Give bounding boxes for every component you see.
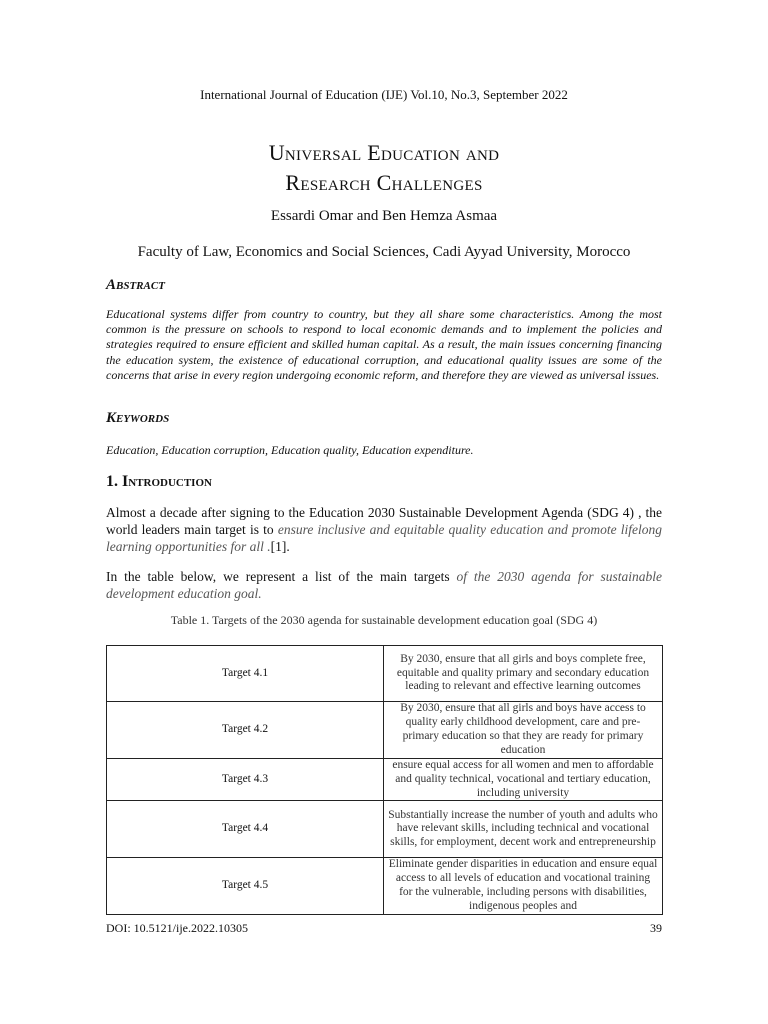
target-cell: Target 4.4: [107, 801, 384, 858]
table-intro-emphasis: of the 2030 agenda for sustainable development education goal.: [106, 569, 662, 601]
table-intro-text: In the table below, we represent a list of the main targets: [106, 569, 457, 584]
keywords-heading: Keywords: [106, 410, 170, 426]
targets-table: [106, 645, 663, 915]
target-cell: Target 4.5: [107, 858, 384, 914]
target-cell: Target 4.3: [107, 759, 384, 801]
table-row: [107, 858, 663, 914]
abstract-text: Educational systems differ from country to country, but they all share some characteristics. Among the most common is the pressure on schools to respond to local economic demands and to implement the policies and strategies required to ensure efficient and skilled human capital. As a result, the main issues concerning financing the education system, the existence of educational corruption, and educational quality issues are some of the concerns that arise in every region undergoing economic reform, and therefore they are viewed as universal issues.: [106, 307, 662, 382]
journal-header: International Journal of Education (IJE) Vol.10, No.3, September 2022: [200, 87, 568, 102]
table-row: [107, 702, 663, 759]
table-caption: Table 1. Targets of the 2030 agenda for sustainable development education goal (SDG 4): [170, 613, 598, 627]
intro-para-reference: [1].: [270, 538, 290, 554]
paper-title: [0, 138, 768, 198]
introduction-heading: 1. Introduction: [106, 473, 212, 490]
keywords-text: Education, Education corruption, Education quality, Education expenditure.: [106, 443, 474, 457]
table-row: [107, 646, 663, 702]
target-cell: Target 4.1: [107, 646, 384, 702]
authors: Essardi Omar and Ben Hemza Asmaa: [270, 208, 498, 224]
description-cell: By 2030, ensure that all girls and boys complete free, equitable and quality primary and secondary education leading to relevant and effective learning outcomes: [384, 646, 663, 702]
table-row: [107, 801, 663, 858]
paper-title-line-1: Universal Education and: [268, 140, 500, 165]
intro-para-emphasis: ensure inclusive and equitable quality education and promote lifelong learning opportunities for all .: [106, 521, 662, 554]
intro-para-text: Almost a decade after signing to the Education 2030 Sustainable Development Agenda (SDG 4) , the world leaders main target is to: [106, 505, 662, 537]
footer-doi: DOI: 10.5121/ije.2022.10305: [106, 921, 248, 935]
paper-title-line-2: Research Challenges: [285, 170, 483, 195]
page-number: 39: [650, 921, 662, 935]
description-cell: Substantially increase the number of youth and adults who have relevant skills, including technical and vocational skills, for employment, decent work and entrepreneurship: [384, 801, 663, 858]
table-intro-paragraph: [106, 569, 662, 603]
introduction-paragraph: [106, 505, 662, 555]
abstract-heading: Abstract: [106, 277, 165, 293]
description-cell: Eliminate gender disparities in education and ensure equal access to all levels of education and vocational training for the vulnerable, including persons with disabilities, indigenous peoples and: [384, 858, 663, 914]
description-cell: By 2030, ensure that all girls and boys have access to quality early childhood development, care and pre-primary education so that they are ready for primary education: [384, 702, 663, 759]
table-row: [107, 759, 663, 801]
description-cell: ensure equal access for all women and men to affordable and quality technical, vocational and tertiary education, including university: [384, 759, 663, 801]
affiliation: Faculty of Law, Economics and Social Sciences, Cadi Ayyad University, Morocco: [137, 244, 631, 260]
target-cell: Target 4.2: [107, 702, 384, 759]
